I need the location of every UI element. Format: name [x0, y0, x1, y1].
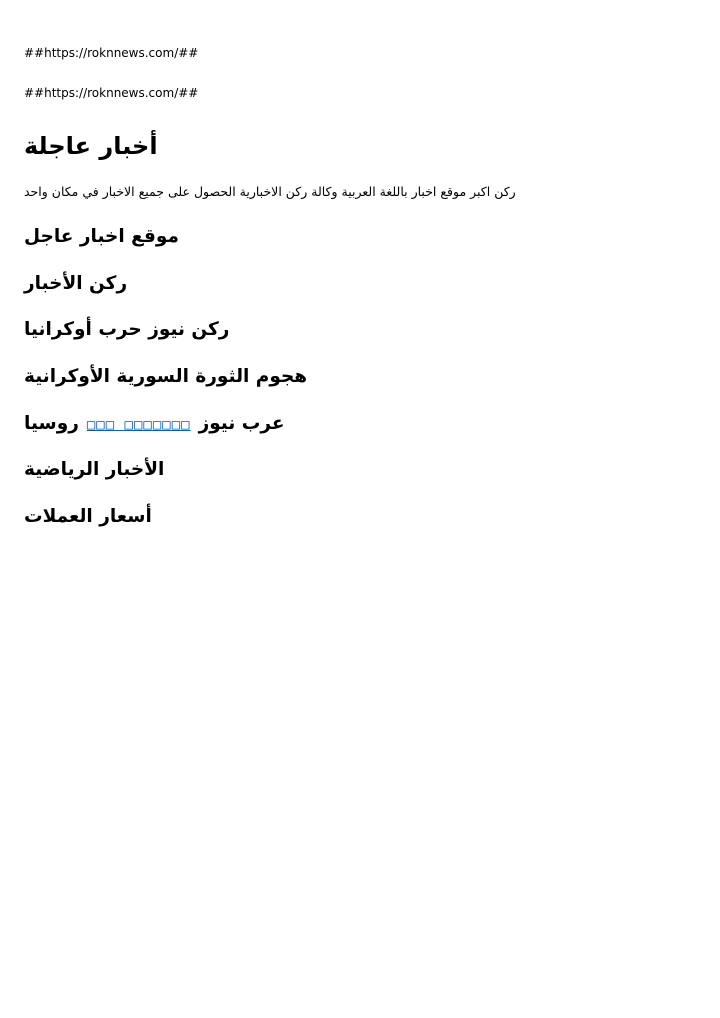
url-line-2: ##https://roknnews.com/##: [24, 86, 199, 100]
section-heading-1: موقع اخبار عاجل: [24, 226, 179, 247]
section-heading-7: أسعار العملات: [24, 506, 152, 527]
section-heading-3: ركن نيوز حرب أوكرانيا: [24, 319, 230, 340]
url-line-1: ##https://roknnews.com/##: [24, 46, 199, 60]
intro-paragraph: ركن اكبر موقع اخبار باللغة العربية وكالة ركن الاخبارية الحصول على جميع الاخبار في مكان واحد: [24, 184, 516, 199]
page-title: أخبار عاجلة: [24, 132, 158, 160]
heading-5-start: روسيا: [24, 413, 79, 434]
section-heading-6: الأخبار الرياضية: [24, 459, 165, 480]
heading-5-row: [24, 410, 285, 439]
heading-5-link[interactable]: □□□ □□□□□□□: [86, 417, 191, 433]
section-heading-2: ركن الأخبار: [24, 273, 128, 294]
heading-5-end: عرب نيوز: [198, 413, 285, 434]
section-heading-5: [24, 410, 285, 439]
section-heading-4: هجوم الثورة السورية الأوكرانية: [24, 366, 308, 387]
